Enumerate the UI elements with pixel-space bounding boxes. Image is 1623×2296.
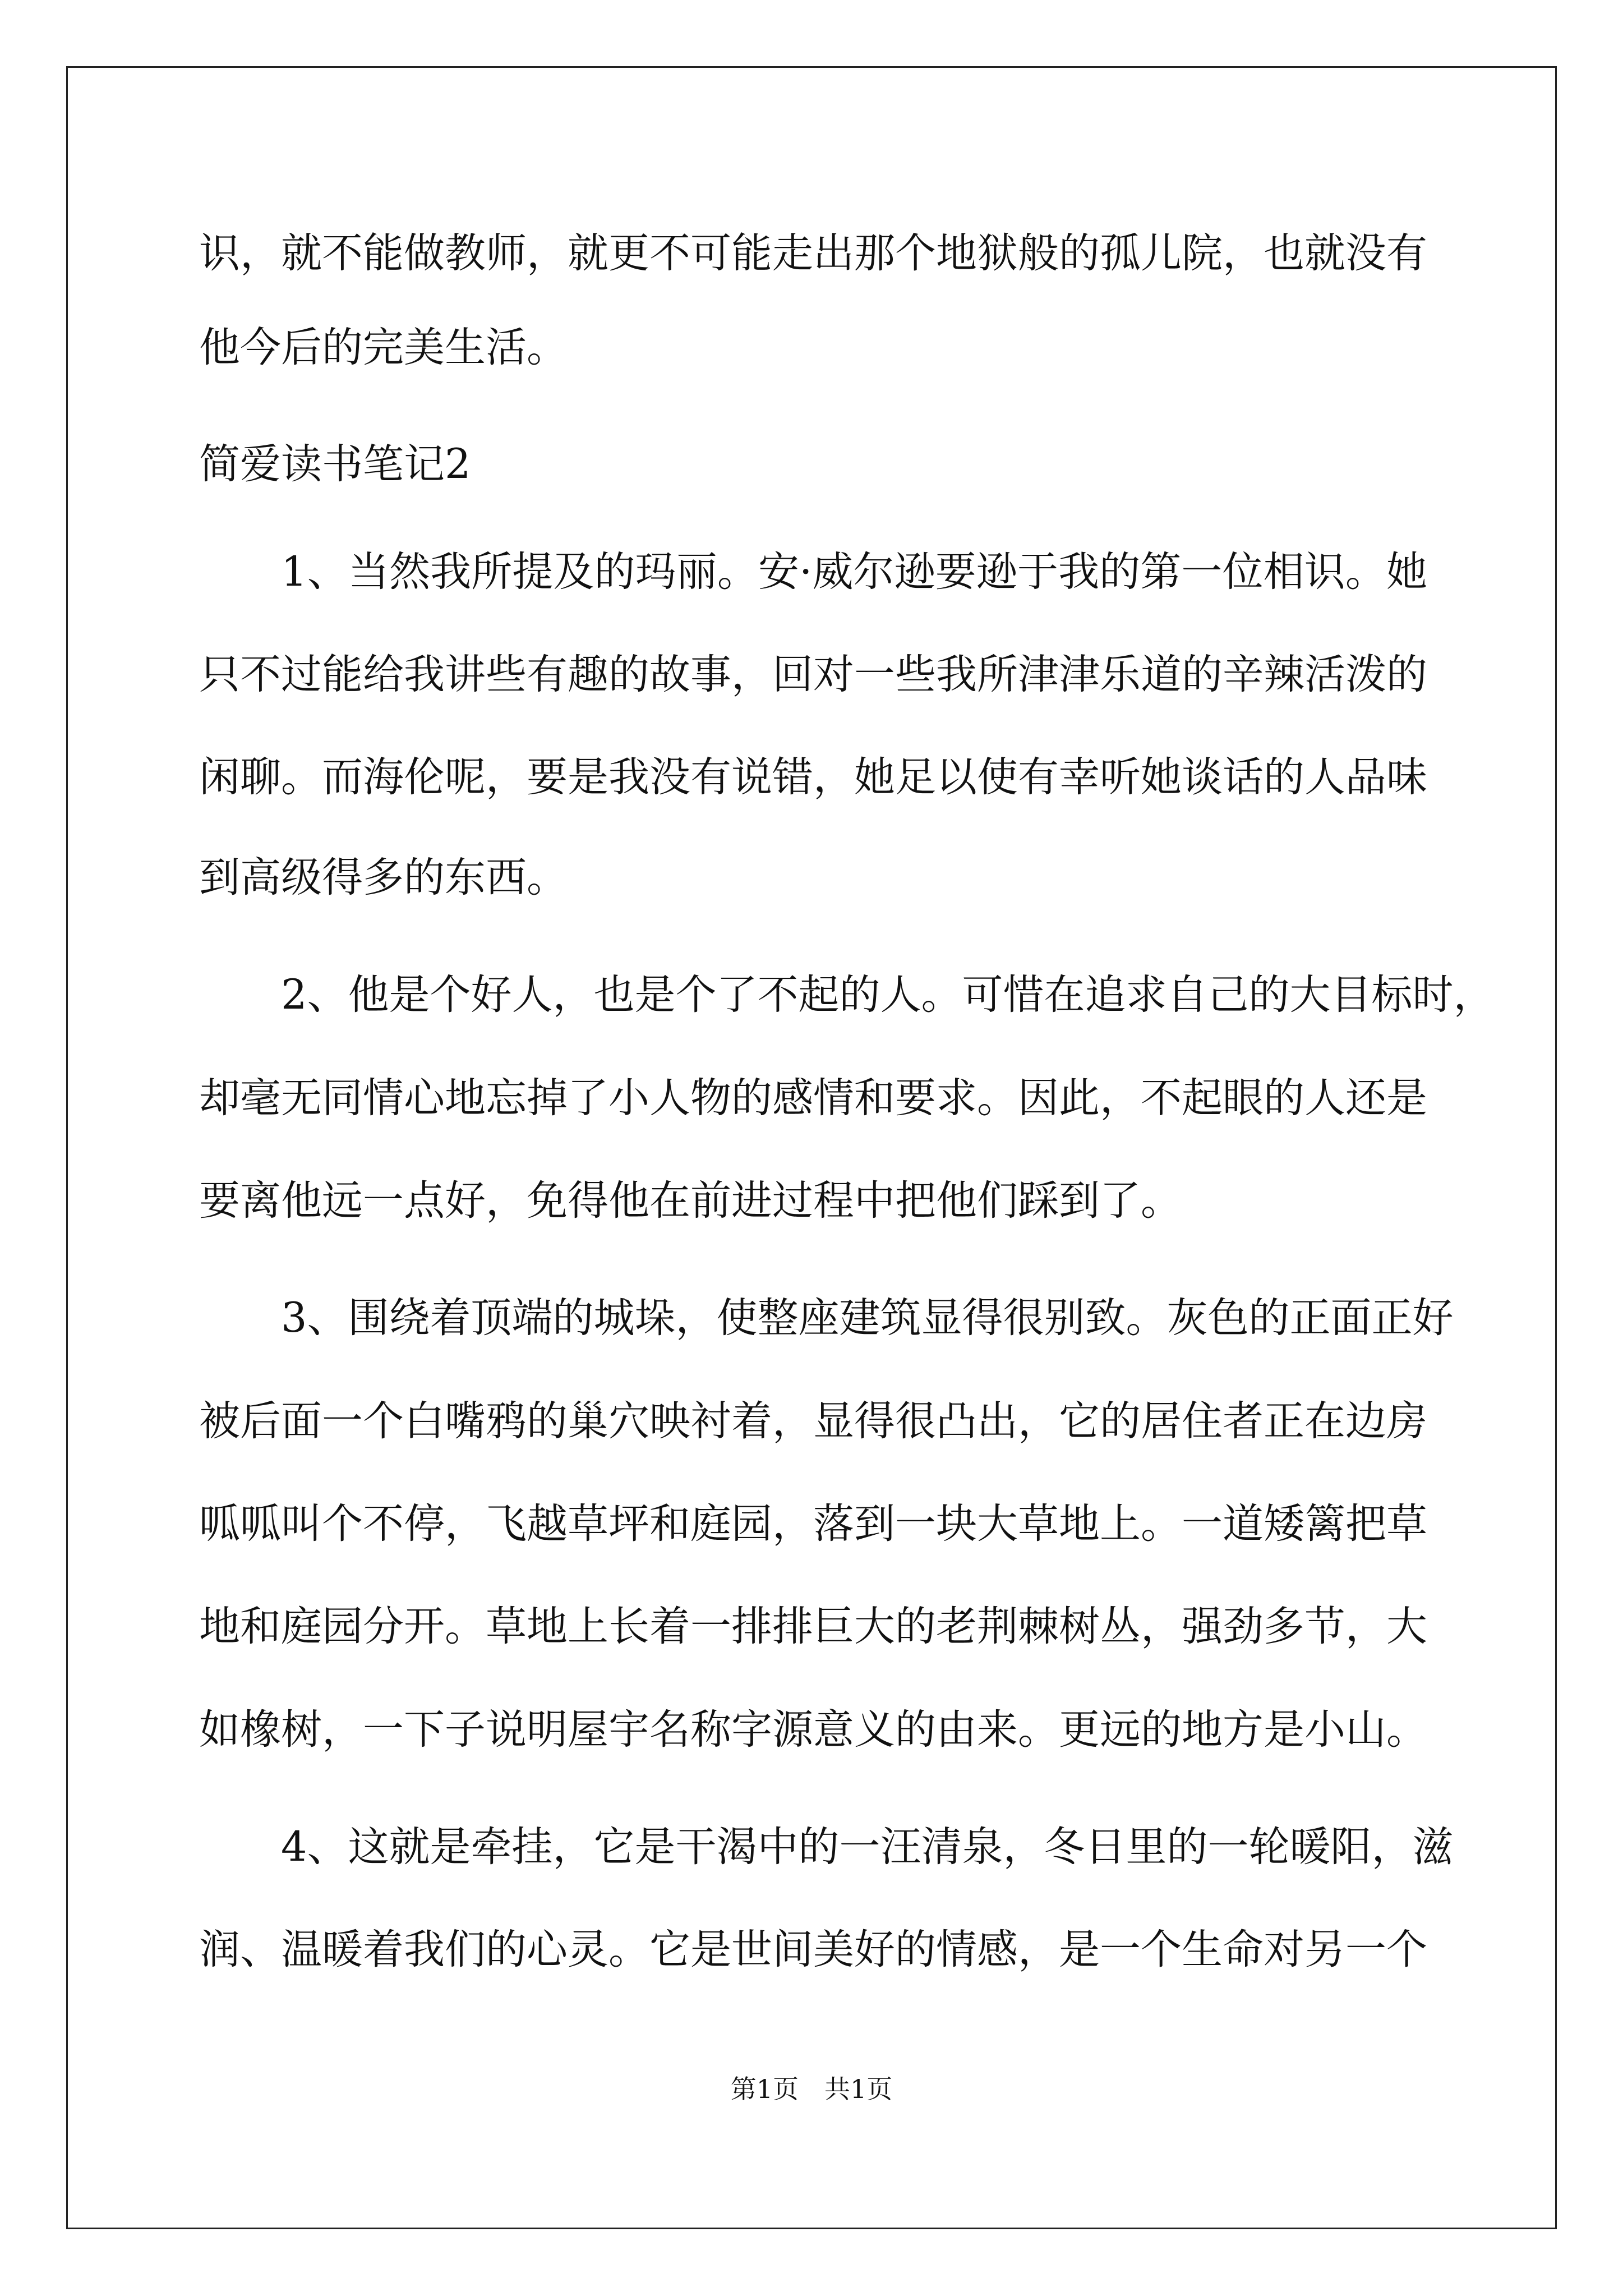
text-line: 他今后的完美生活。 xyxy=(199,324,568,371)
text-line: 如橡树，一下子说明屋宇名称字源意义的由来。更远的地方是小山。 xyxy=(199,1706,1427,1754)
text-line: 润、温暖着我们的心灵。它是世间美好的情感，是一个生命对另一个 xyxy=(199,1926,1427,1973)
text-line: 只不过能给我讲些有趣的故事，回对一些我所津津乐道的辛辣活泼的 xyxy=(199,651,1427,698)
text-line: 被后面一个白嘴鸦的巢穴映衬着，显得很凸出，它的居住者正在边房 xyxy=(199,1397,1427,1445)
section-heading: 简爱读书笔记2 xyxy=(199,440,471,488)
text-line: 闲聊。而海伦呢，要是我没有说错，她足以使有幸听她谈话的人品味 xyxy=(199,753,1427,801)
text-line: 要离他远一点好，免得他在前进过程中把他们踩到了。 xyxy=(199,1177,1182,1225)
text-line: 却毫无同情心地忘掉了小人物的感情和要求。因此，不起眼的人还是 xyxy=(199,1074,1427,1122)
text-line: 4、这就是牵挂，它是干渴中的一汪清泉，冬日里的一轮暖阳，滋 xyxy=(199,1823,1454,1871)
text-line: 3、围绕着顶端的城垛，使整座建筑显得很别致。灰色的正面正好 xyxy=(199,1294,1454,1342)
text-line: 地和庭园分开。草地上长着一排排巨大的老荆棘树丛，强劲多节，大 xyxy=(199,1603,1427,1650)
text-line: 呱呱叫个不停，飞越草坪和庭园，落到一块大草地上。一道矮篱把草 xyxy=(199,1500,1427,1548)
page-footer: 第1页 共1页 xyxy=(730,2074,893,2104)
text-line: 2、他是个好人，也是个了不起的人。可惜在追求自己的大目标时， xyxy=(199,971,1495,1019)
page-border xyxy=(66,66,1557,2229)
text-line: 到高级得多的东西。 xyxy=(199,854,568,901)
text-line: 1、当然我所提及的玛丽。安·威尔逊要逊于我的第一位相识。她 xyxy=(199,548,1427,596)
text-line: 识，就不能做教师，就更不可能走出那个地狱般的孤儿院，也就没有 xyxy=(199,229,1427,277)
